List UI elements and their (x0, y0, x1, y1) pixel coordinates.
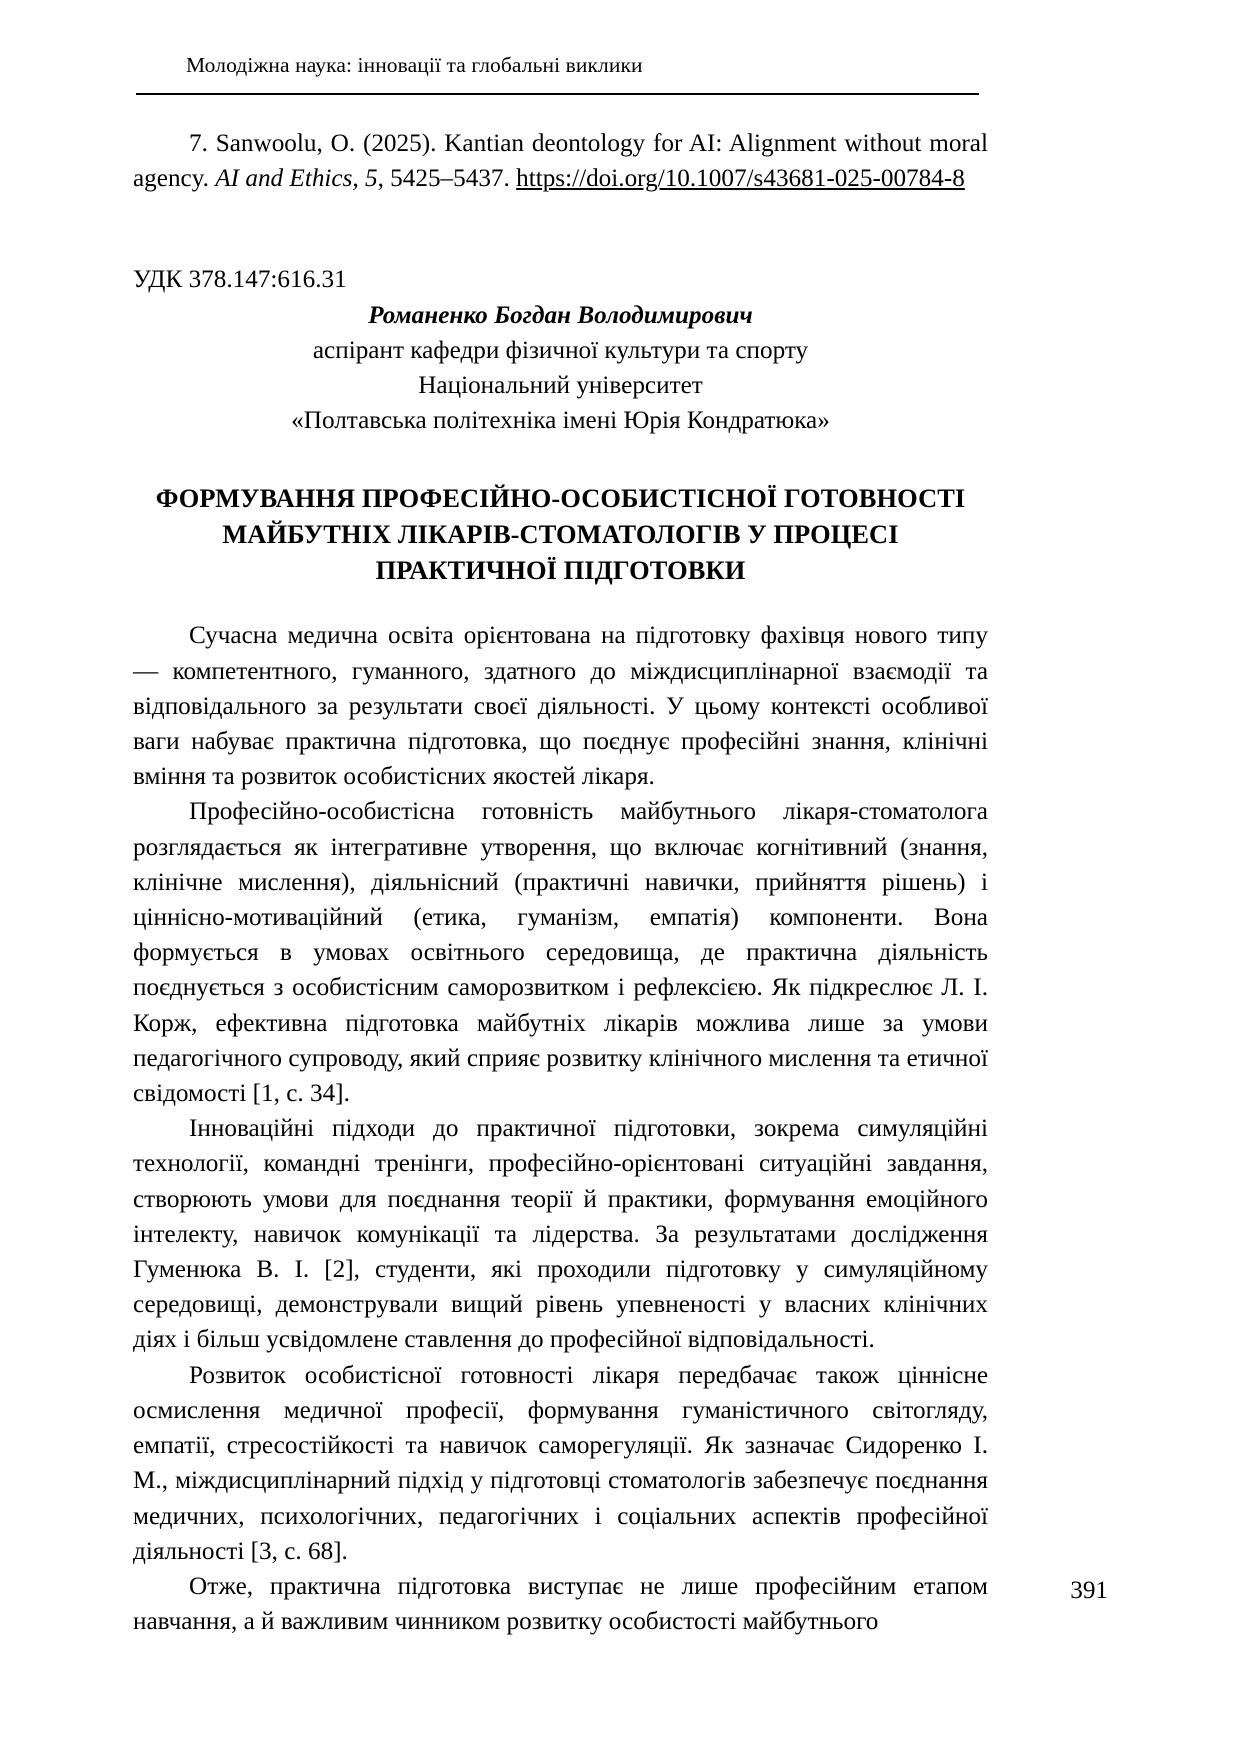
author-institution-line-1: Національний університет (418, 372, 703, 400)
body-paragraph: Професійно-особистісна готовність майбутнього лікаря-стоматолога розглядається як інтегративне утворення, що включає когнітивний (знання, клінічне мислення), діяльнісний (практичні навички, прийняття рішень) і ціннісно-мотиваційний (етика, гуманізм, емпатія) компоненти. Вона формується в умовах освітнього середовища, де практична діяльність поєднується з особистісним саморозвитком і рефлексією. Як підкреслює Л. І. Корж, ефективна підготовка майбутніх лікарів можлива лише за умови педагогічного супроводу, який сприяє розвитку клінічного мислення та етичної свідомості [1, с. 34]. (133, 798, 988, 1108)
udc-code: УДК 378.147:616.31 (133, 266, 347, 294)
article-title-line-3: ПРАКТИЧНОЇ ПІДГОТОВКИ (375, 555, 746, 586)
author-name: Романенко Богдан Володимирович (368, 301, 753, 329)
spacer (133, 588, 988, 618)
running-header-text: Молодіжна наука: інновації та глобальні виклики (186, 53, 643, 77)
author-position: аспірант кафедри фізичної культури та спорту (312, 336, 809, 364)
body-paragraph: Отже, практична підготовка виступає не лише професійним етапом навчання, а й важливим чинником розвитку особистості майбутнього (133, 1572, 988, 1636)
reference-author-title: 7. Sanwoolu, O. (2025). Kantian deontology for AI: Alignment without moral agency. (133, 130, 988, 193)
reference-pages: , 5425–5437. (377, 165, 517, 193)
article-title-line-2: МАЙБУТНІХ ЛІКАРІВ-СТОМАТОЛОГІВ У ПРОЦЕСІ (222, 519, 899, 550)
reference-entry (133, 126, 988, 196)
reference-journal: AI and Ethics, 5 (215, 165, 378, 193)
author-institution-line-2: «Полтавська політехніка імені Юрія Кондратюка» (291, 407, 830, 435)
header-rule-divider (136, 93, 979, 95)
author-block (133, 298, 988, 439)
page-content (133, 126, 988, 1639)
spacer (133, 438, 988, 480)
running-header (136, 52, 976, 79)
article-title (133, 480, 988, 588)
article-title-line-1: ФОРМУВАННЯ ПРОФЕСІЙНО-ОСОБИСТІСНОЇ ГОТОВНОСТІ (155, 483, 966, 514)
body-paragraph: Інноваційні підходи до практичної підготовки, зокрема симуляційні технології, командні тренінги, професійно-орієнтовані ситуаційні завдання, створюють умови для поєднання теорії й практики, формування емоційного інтелекту, навичок комунікації та лідерства. За результатами дослідження Гуменюка В. І. [2], студенти, які проходили підготовку у симуляційному середовищі, демонстрували вищий рівень упевненості у власних клінічних діях і більш усвідомлене ставлення до професійної відповідальності. (133, 1115, 988, 1354)
reference-paragraph (133, 126, 988, 196)
body-paragraph: Розвиток особистісної готовності лікаря передбачає також ціннісне осмислення медичної професії, формування гуманістичного світогляду, емпатії, стресостійкості та навичок саморегуляції. Як зазначає Сидоренко І. М., міждисциплінарний підхід у підготовці стоматологів забезпечує поєднання медичних, психологічних, педагогічних і соціальних аспектів професійної діяльності [3, с. 68]. (133, 1361, 988, 1565)
body-paragraph: Сучасна медична освіта орієнтована на підготовку фахівця нового типу — компетентного, гуманного, здатного до міждисциплінарної взаємодії та відповідального за результати своєї діяльності. У цьому контексті особливої ваги набуває практична підготовка, що поєднує професійні знання, клінічні вміння та розвиток особистісних якостей лікаря. (133, 622, 988, 791)
page-number: 391 (1070, 1577, 1108, 1604)
reference-doi-link[interactable]: https://doi.org/10.1007/s43681-025-00784-8 (516, 165, 965, 193)
spacer (133, 226, 988, 262)
